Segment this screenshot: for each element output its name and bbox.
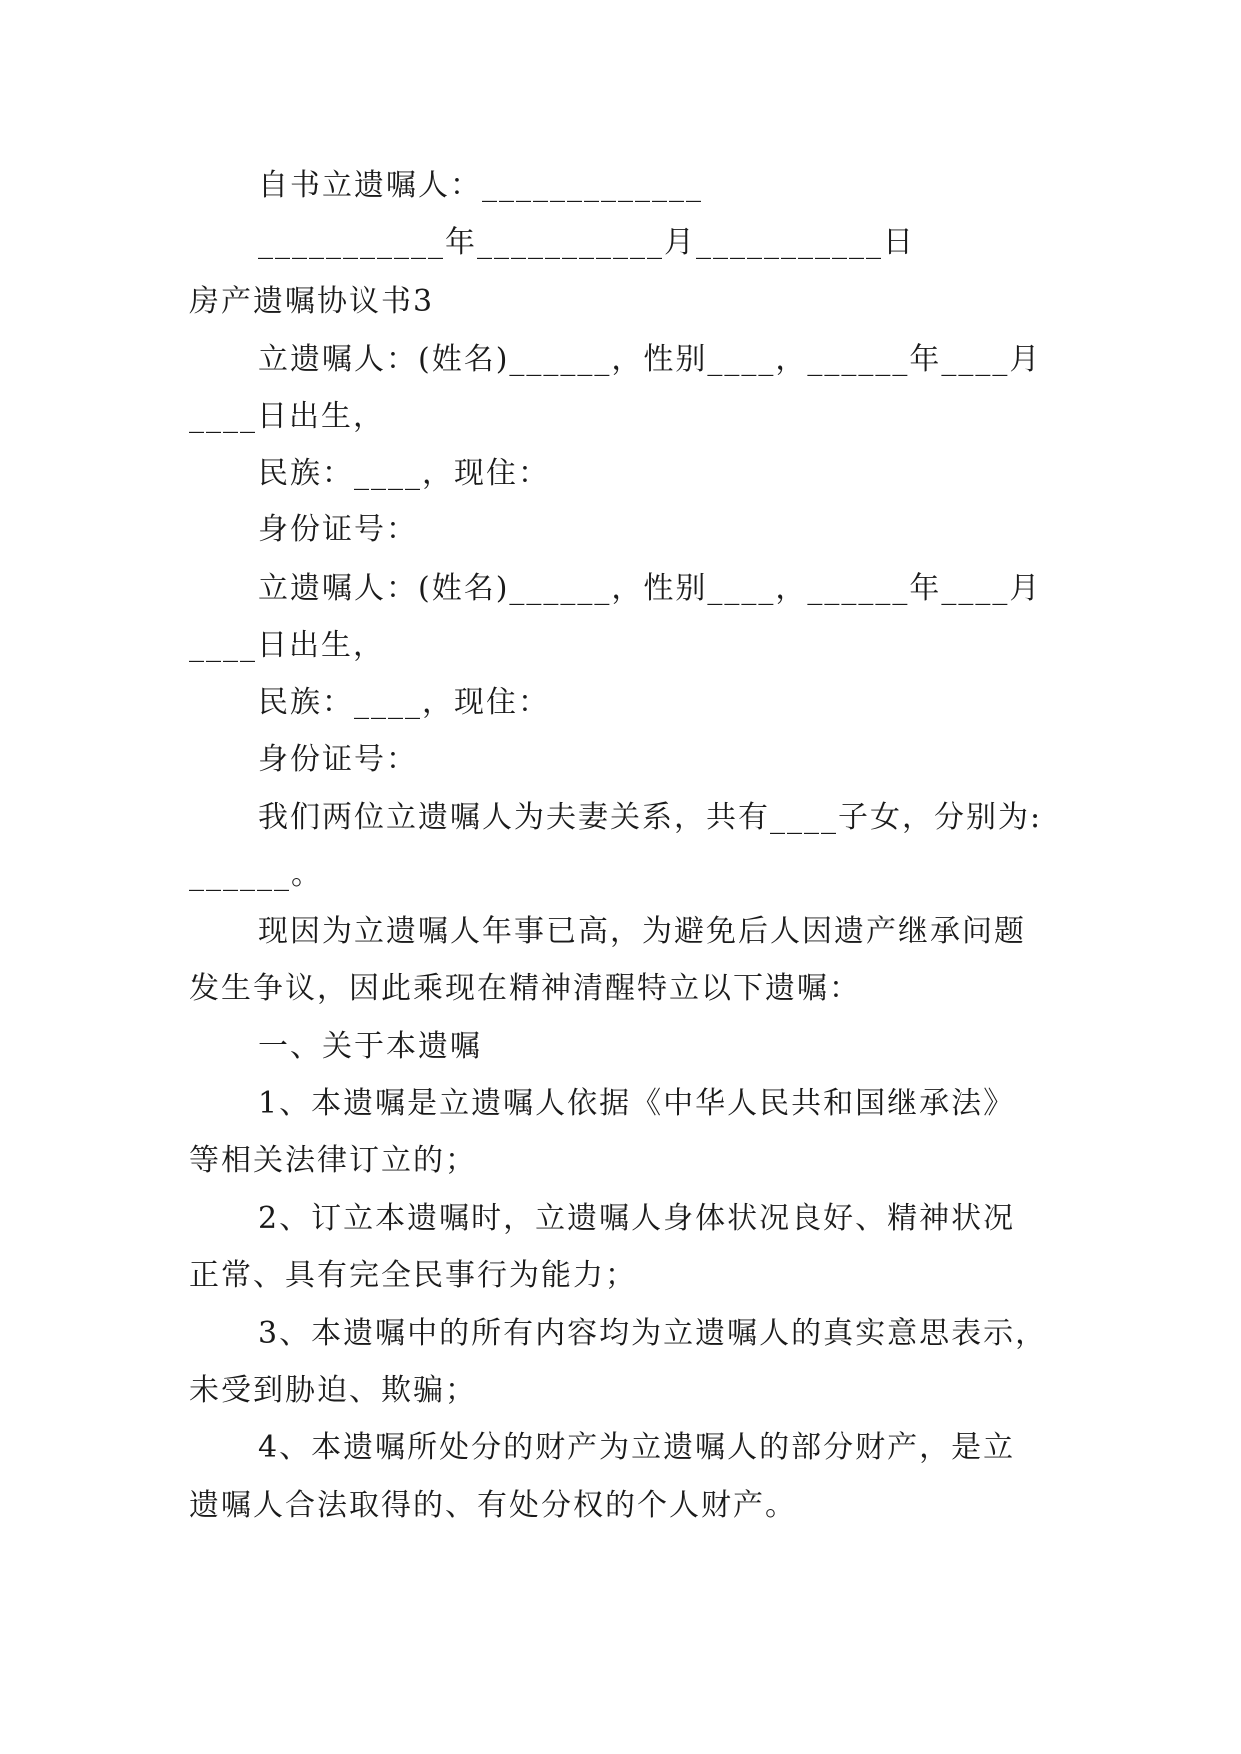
testator-2-info: 立遗嘱人：(姓名)______，性别____，______年____月 bbox=[258, 571, 1042, 606]
clause-3: 3、本遗嘱中的所有内容均为立遗嘱人的真实意思表示， bbox=[258, 1316, 1048, 1351]
clause-2-cont: 正常、具有完全民事行为能力； bbox=[189, 1258, 637, 1293]
section-title: 房产遗嘱协议书3 bbox=[189, 284, 435, 319]
clause-2: 2、订立本遗嘱时，立遗嘱人身体状况良好、精神状况 bbox=[258, 1201, 1016, 1236]
testator-1-birth: ____日出生， bbox=[189, 399, 385, 434]
testator-1-id: 身份证号： bbox=[258, 512, 418, 547]
paragraph-line: 现因为立遗嘱人年事已高，为避免后人因遗产继承问题 bbox=[258, 914, 1026, 949]
clause-4: 4、本遗嘱所处分的财产为立遗嘱人的部分财产，是立 bbox=[258, 1430, 1016, 1465]
clause-4-cont: 遗嘱人合法取得的、有处分权的个人财产。 bbox=[189, 1488, 797, 1523]
testator-2-ethnicity: 民族：____，现住： bbox=[258, 685, 550, 720]
paragraph-line: ______。 bbox=[189, 857, 323, 892]
testator-2-birth: ____日出生， bbox=[189, 628, 385, 663]
clause-3-cont: 未受到胁迫、欺骗； bbox=[189, 1373, 477, 1408]
signature-date-line: ___________年___________月___________日 bbox=[258, 225, 915, 260]
clause-1-cont: 等相关法律订立的； bbox=[189, 1143, 477, 1178]
paragraph-line: 发生争议，因此乘现在精神清醒特立以下遗嘱： bbox=[189, 971, 861, 1006]
clause-heading: 一、关于本遗嘱 bbox=[258, 1029, 482, 1064]
testator-2-id: 身份证号： bbox=[258, 742, 418, 777]
testator-1-ethnicity: 民族：____，现住： bbox=[258, 456, 550, 491]
paragraph-line: 我们两位立遗嘱人为夫妻关系，共有____子女，分别为: bbox=[258, 800, 1043, 835]
clause-1: 1、本遗嘱是立遗嘱人依据《中华人民共和国继承法》 bbox=[258, 1086, 1016, 1121]
testator-1-info: 立遗嘱人：(姓名)______，性别____，______年____月 bbox=[258, 342, 1042, 377]
testator-signature-line: 自书立遗嘱人：_____________ bbox=[258, 168, 703, 203]
